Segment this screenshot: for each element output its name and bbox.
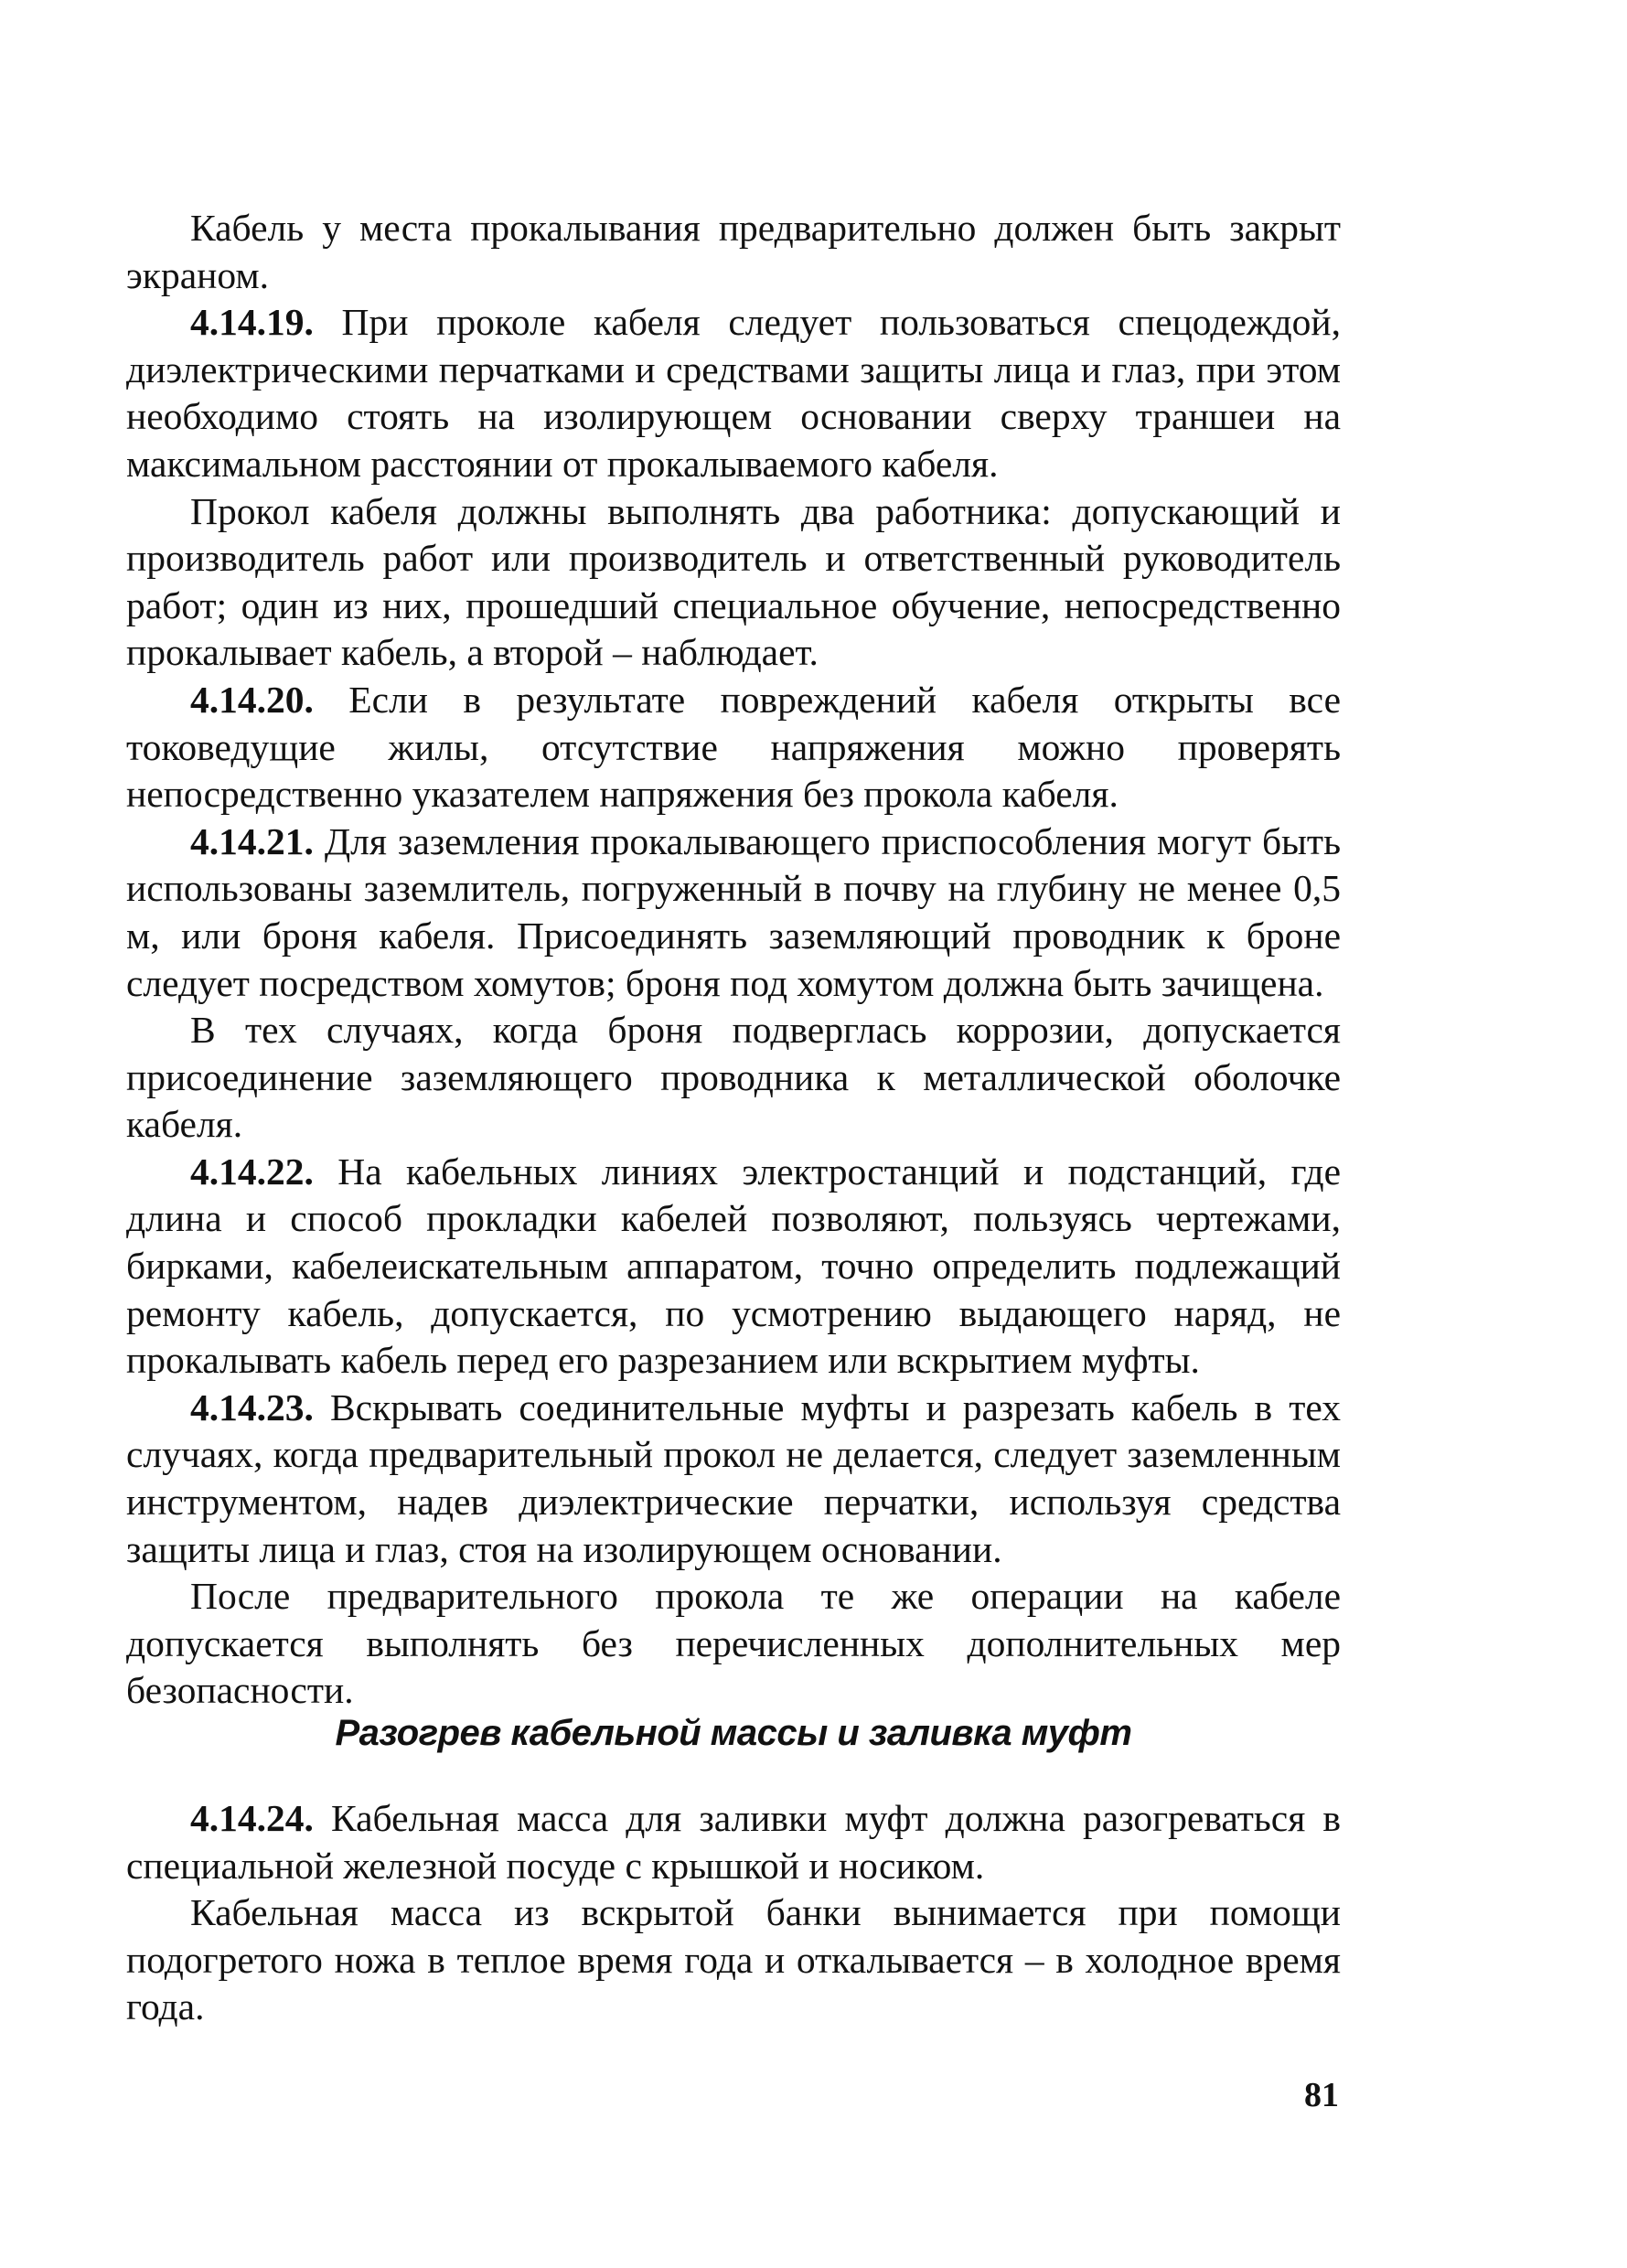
paragraph-text: Кабель у места прокалывания предварительно должен быть закрыт экраном. [126,207,1341,296]
page-number: 81 [1304,2076,1339,2114]
paragraph-text: Для заземления прокалывающего приспособления могут быть использованы заземлитель, погруженный в почву на глубину не менее 0,5 м, или броня кабеля. Присоединять заземляющий проводник к броне следует посредством хомутов; броня под хомутом должна быть зачищена. [126,819,1341,1004]
paragraph-text: Кабельная масса из вскрытой банки вынимается при помощи подогретого ножа в теплое время года и откалывается – в холодное время года. [126,1891,1341,2028]
clause-number: 4.14.19. [190,301,314,344]
paragraph-puncture-workers [126,488,1341,677]
clause-number: 4.14.23. [190,1385,314,1428]
paragraph-text: Кабельная масса для заливки муфт должна разогреваться в специальной железной посуде с крышкой и носиком. [126,1797,1341,1887]
paragraph-text: При проколе кабеля следует пользоваться спецодеждой, диэлектрическими перчатками и средствами защиты лица и глаз, при этом необходимо стоять на изолирующем основании сверху траншеи на максимальном расстоянии от прокалываемого кабеля. [126,301,1341,485]
paragraph-after-puncture [126,1573,1341,1715]
paragraph-4-14-23 [126,1385,1341,1573]
body-text-lower [126,1795,1341,2031]
section-heading: Разогрев кабельной массы и заливка муфт [335,1713,1132,1753]
paragraph-4-14-21 [126,818,1341,1007]
paragraph-armor-corrosion [126,1007,1341,1149]
paragraph-text: На кабельных линиях электростанций и подстанций, где длина и способ прокладки кабелей позволяют, пользуясь чертежами, бирками, кабелеискательным аппаратом, точно определить подлежащий ремонту кабель, допускается, по усмотрению выдающего наряд, не прокалывать кабель перед его разрезанием или вскрытием муфты. [126,1150,1341,1382]
clause-number: 4.14.22. [190,1150,314,1193]
paragraph-text: В тех случаях, когда броня подверглась коррозии, допускается присоединение заземляющего проводника к металлической оболочке кабеля. [126,1009,1341,1146]
paragraph-cable-screen [126,205,1341,299]
clause-number: 4.14.21. [190,819,314,862]
paragraph-4-14-24 [126,1795,1341,1889]
paragraph-text: Прокол кабеля должны выполнять два работника: допускающий и производитель работ или производитель и ответственный руководитель работ; один из них, прошедший специальное обучение, непосредственно прокалывает кабель, а второй – наблюдает. [126,489,1341,674]
paragraph-4-14-20 [126,677,1341,818]
paragraph-cable-mass-removal [126,1889,1341,2031]
paragraph-4-14-19 [126,299,1341,487]
paragraph-text: Если в результате повреждений кабеля открыты все токоведущие жилы, отсутствие напряжения можно проверять непосредственно указателем напряжения без прокола кабеля. [126,678,1341,816]
clause-number: 4.14.20. [190,678,314,721]
body-text-upper [126,205,1341,1715]
paragraph-4-14-22 [126,1149,1341,1385]
paragraph-text: Вскрывать соединительные муфты и разрезать кабель в тех случаях, когда предварительный прокол не делается, следует заземленным инструментом, надев диэлектрические перчатки, используя средства защиты лица и глаз, стоя на изолирующем основании. [126,1385,1341,1570]
paragraph-text: После предварительного прокола те же операции на кабеле допускается выполнять без перечисленных дополнительных мер безопасности. [126,1575,1341,1712]
clause-number: 4.14.24. [190,1797,314,1839]
